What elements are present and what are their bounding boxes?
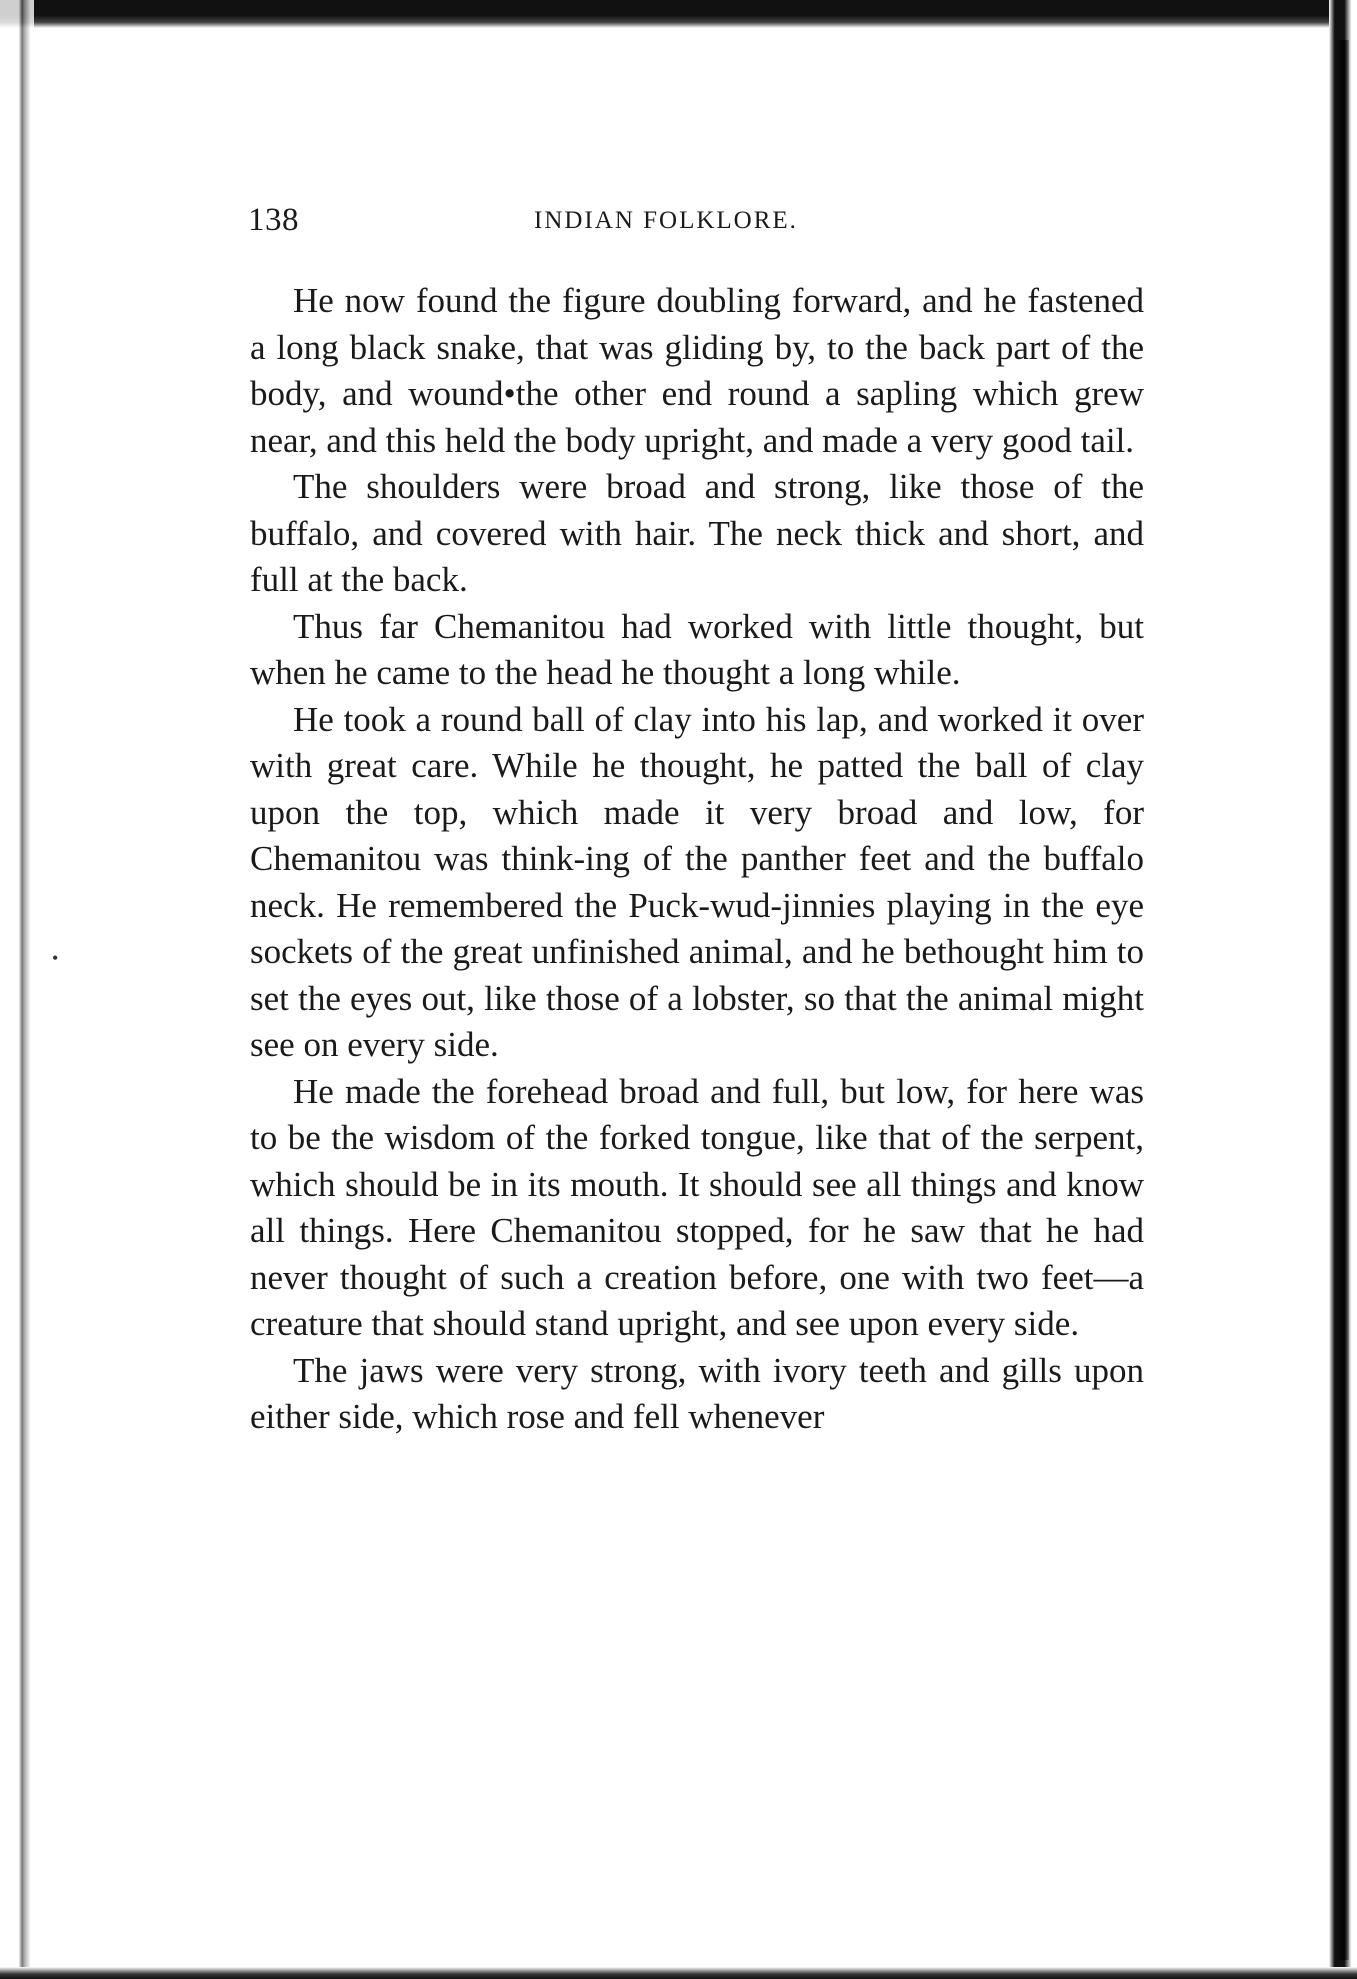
page-edge-bottom xyxy=(0,1967,1357,1979)
scan-speck: • xyxy=(52,948,59,968)
paragraph: He made the forehead broad and full, but low, for here was to be the wisdom of the forked tongue, like that of the serpent, which should be in its mouth. It should see all things and know all things. Here Chemanitou stopped, for he saw that he had never thought of such a creation before, one with two feet—a creature that should stand upright, and see upon every side. xyxy=(250,1071,1144,1343)
paragraph: The shoulders were broad and strong, like those of the buffalo, and covered with hair. The neck thick and short, and full at the back. xyxy=(250,467,1144,599)
paragraph: He took a round ball of clay into his lap, and worked it over with great care. While he thought, he patted the ball of clay upon the top, which made it very broad and low, for Chemanitou was think-ing of the panther feet and the buffalo neck. He remembered the Puck-wud-jinnies playing in the eye sockets of the great unfinished animal, and he bethought him to set the eyes out, like those of a lobster, so that the animal might see on every side. xyxy=(250,699,1144,1064)
page-number: 138 xyxy=(248,202,299,238)
paragraph: The jaws were very strong, with ivory teeth and gills upon either side, which rose and fell whenever xyxy=(250,1350,1144,1436)
body-text xyxy=(250,278,1144,1441)
page-header xyxy=(248,202,1148,242)
paragraph: Thus far Chemanitou had worked with little thought, but when he came to the head he thought a long while. xyxy=(250,606,1144,692)
running-title: INDIAN FOLKLORE. xyxy=(534,207,798,234)
paragraph: He now found the figure doubling forward, and he fastened a long black snake, that was gliding by, to the back part of the body, and wound•the other end round a sapling which grew near, and this held the body upright, and made a very good tail. xyxy=(250,281,1144,460)
spine-shadow xyxy=(1335,40,1349,1960)
page-edge-top xyxy=(0,0,1357,28)
page-edge-left xyxy=(0,0,34,1979)
